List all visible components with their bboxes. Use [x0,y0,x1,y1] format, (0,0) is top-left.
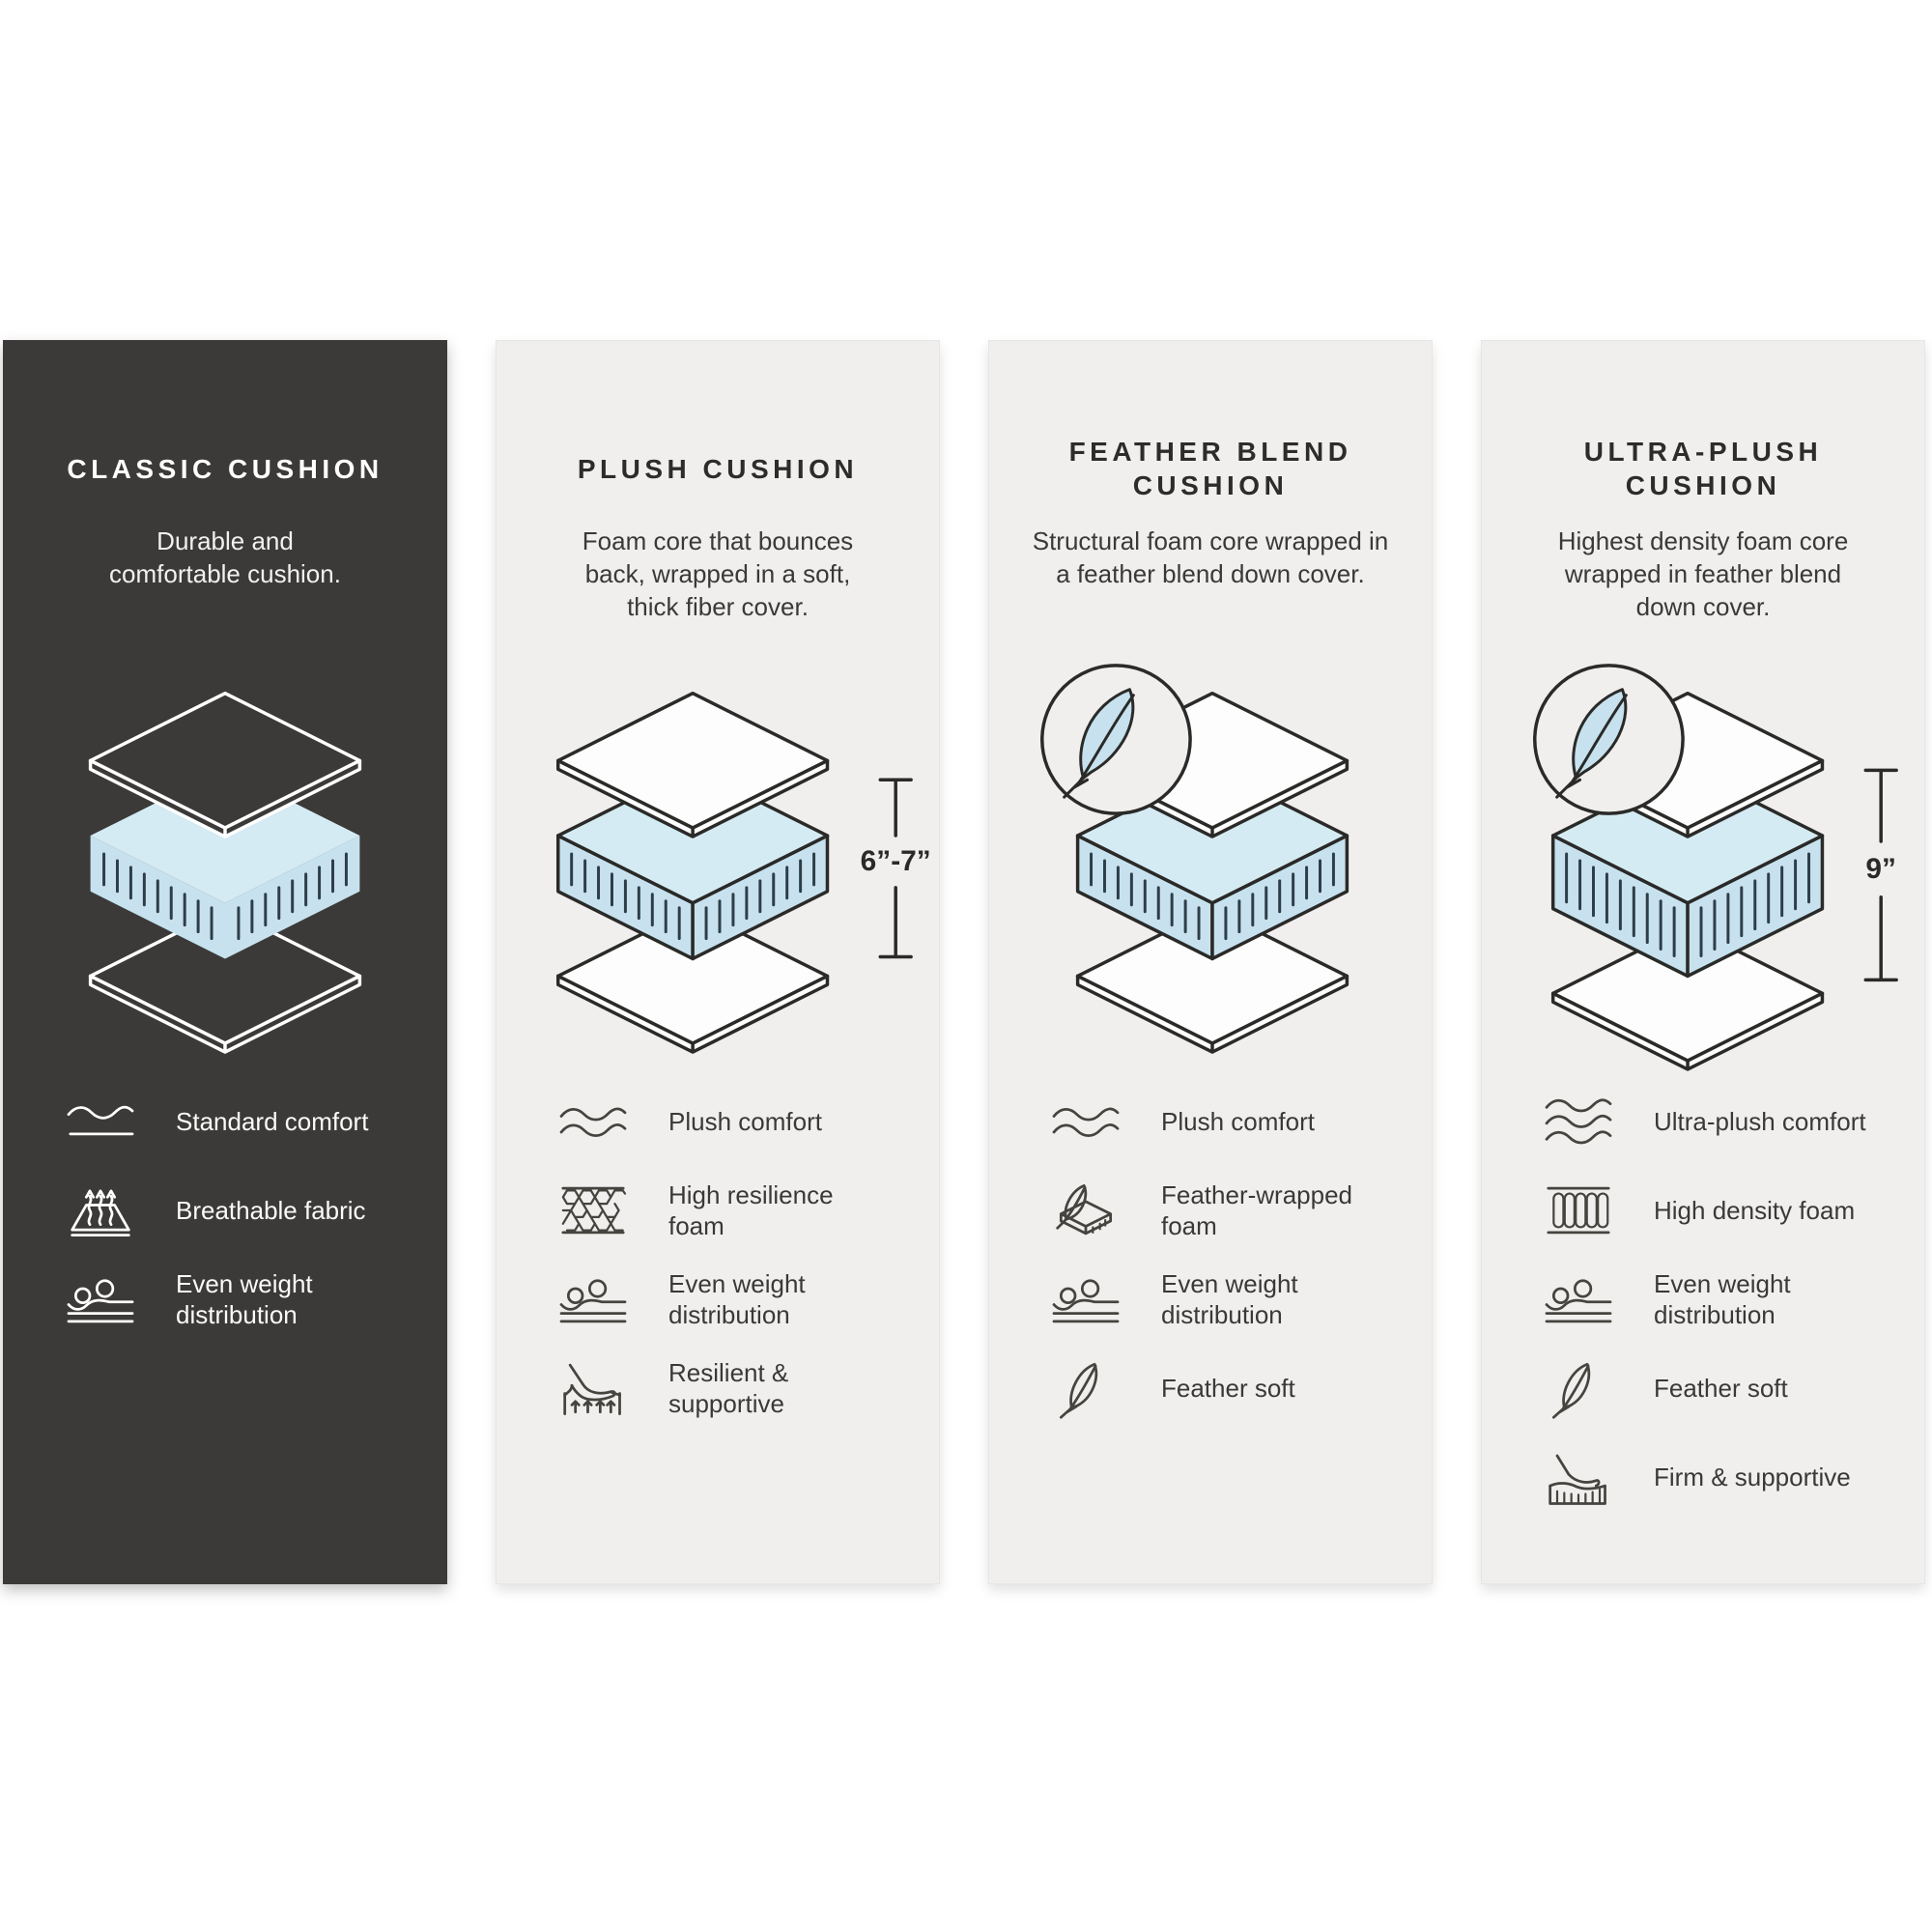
feature-label: Standard comfort [176,1107,369,1136]
feature-label: Breathable fabric [176,1196,366,1225]
title-line: PLUSH CUSHION [577,453,859,484]
even-weight-distribution-icon [549,1267,638,1331]
plush-comfort-waves-icon [549,1090,638,1153]
title-line: CUSHION [1132,470,1289,501]
list-item [1534,1090,1907,1153]
standard-comfort-waves-icon [56,1090,145,1153]
panel-description: Durable and comfortable cushion. [109,526,341,589]
feature-label: Feather-wrapped foam [1161,1180,1352,1240]
panel-header [1482,412,1924,623]
panel-description: Highest density foam core wrapped in feather blend down cover. [1557,526,1849,622]
height-measurement-label: 9” [1865,852,1896,885]
panel-header [4,412,446,590]
panel-header [989,412,1432,590]
feature-label: Plush comfort [1161,1107,1315,1136]
feather-soft-icon [1041,1356,1130,1420]
breathable-fabric-icon [56,1179,145,1242]
high-density-foam-icon [1534,1179,1623,1242]
panel-ultra-plush-cushion [1481,340,1925,1584]
plush-comfort-waves-icon [1041,1090,1130,1153]
resilient-supportive-icon [549,1356,638,1420]
page-title [1482,435,1924,502]
page-title [497,435,939,502]
list-item [1041,1179,1414,1242]
list-item [1534,1445,1907,1509]
list-item [1534,1179,1907,1242]
even-weight-distribution-icon [1041,1267,1130,1331]
list-item [56,1179,429,1242]
panel-feather-blend-cushion [988,340,1433,1584]
panel-description: Foam core that bounces back, wrapped in a soft, thick fiber cover. [582,526,854,622]
title-line: FEATHER BLEND [1068,437,1352,468]
cushion-stack-icon [497,626,939,1064]
list-item [56,1090,429,1153]
title-line: CLASSIC CUSHION [67,453,384,484]
list-item [1041,1356,1414,1420]
feature-list [549,1090,922,1445]
feature-list [1534,1090,1907,1534]
cushion-stack-icon [989,626,1432,1064]
feature-list [56,1090,429,1356]
feature-label: Feather soft [1654,1374,1788,1403]
list-item [1534,1356,1907,1420]
feature-label: High resilience foam [668,1180,834,1240]
title-line: CUSHION [1625,470,1781,501]
feather-badge-icon [1535,666,1683,813]
cushion-stack-icon [1482,626,1924,1078]
even-weight-distribution-icon [56,1267,145,1331]
feather-wrapped-foam-icon [1041,1179,1130,1242]
feature-label: Even weight distribution [668,1269,806,1329]
feature-label: Even weight distribution [1654,1269,1791,1329]
feather-badge-icon [1042,666,1190,813]
panel-plush-cushion [496,340,940,1584]
feature-list [1041,1090,1414,1445]
feature-label: High density foam [1654,1196,1856,1225]
feature-label: Resilient & supportive [668,1358,789,1418]
title-line: ULTRA-PLUSH [1583,437,1823,468]
page-title [4,435,446,502]
list-item [549,1267,922,1331]
list-item [549,1356,922,1420]
feature-label: Even weight distribution [1161,1269,1298,1329]
ultra-plush-comfort-waves-icon [1534,1090,1623,1153]
feature-label: Firm & supportive [1654,1463,1851,1492]
feature-label: Plush comfort [668,1107,822,1136]
panel-classic-cushion [3,340,447,1584]
feature-label: Feather soft [1161,1374,1295,1403]
firm-supportive-icon [1534,1445,1623,1509]
list-item [1041,1267,1414,1331]
high-resilience-foam-icon [549,1179,638,1242]
height-measurement [1865,770,1896,980]
feature-label: Even weight distribution [176,1269,313,1329]
even-weight-distribution-icon [1534,1267,1623,1331]
feather-soft-icon [1534,1356,1623,1420]
list-item [1534,1267,1907,1331]
panel-description: Structural foam core wrapped in a feather blend down cover. [1032,526,1389,589]
cushion-layers-illustration [1482,626,1924,1088]
height-measurement-label: 6”-7” [860,844,931,877]
cushion-stack-icon [4,626,446,1064]
panel-header [497,412,939,623]
list-item [1041,1090,1414,1153]
cushion-layers-illustration [4,626,446,1088]
feature-label: Ultra-plush comfort [1654,1107,1866,1136]
cushion-layers-illustration [989,626,1432,1088]
page-title [989,435,1432,502]
height-measurement [861,780,931,956]
list-item [549,1179,922,1242]
list-item [549,1090,922,1153]
cushion-layers-illustration [497,626,939,1088]
list-item [56,1267,429,1331]
